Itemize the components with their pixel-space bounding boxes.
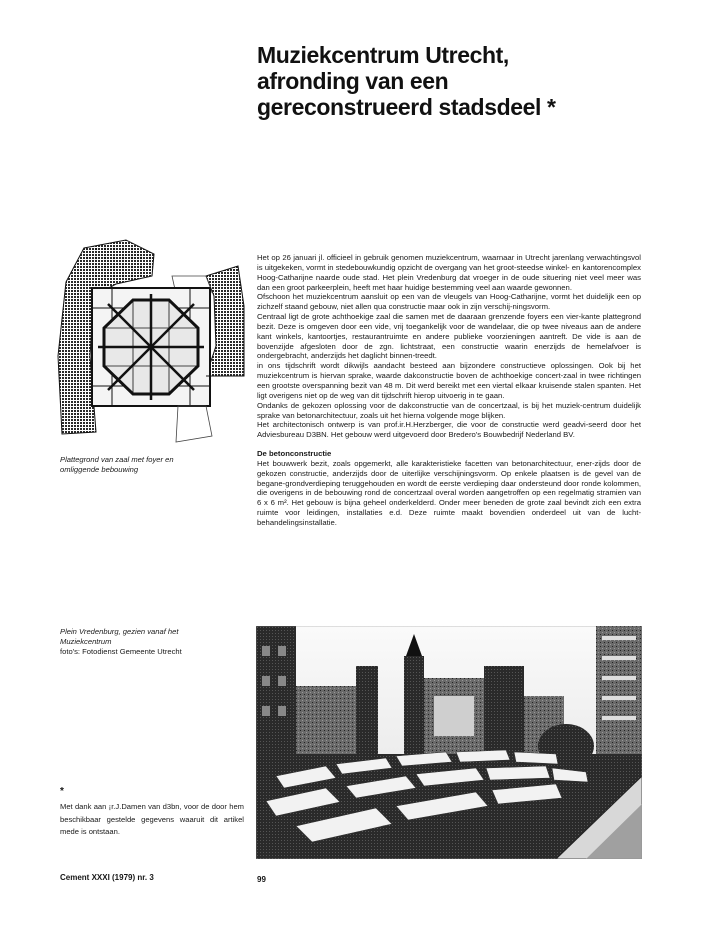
footnote-mark: *	[60, 786, 64, 797]
footnote-text: Met dank aan ¡r.J.Damen van d3bn, voor de door hem beschikbaar gestelde gegevens waaruit dit artikel mede is ontstaan.	[60, 802, 244, 836]
plan-caption-line-2: omliggende bebouwing	[60, 465, 139, 474]
body-paragraph: Het op 26 januari jl. officieel in gebruik genomen muziekcentrum, waarnaar in Utrecht jarenlang verwachtingsvol is uitgekeken, vormt in stedebouwkundig opzicht de overgang van het groot-steedse winkel- en kantorencomplex Hoog-Catharijne naarde oude stad. Het plein Vredenburg dat vroeger in de oude situering niet veel meer was dan een groot parkeerplein, heeft met haar huidige bestemming veel aan waarde gewonnen.	[257, 253, 641, 292]
body-paragraph: Ondanks de gekozen oplossing voor de dakconstructie van de concertzaal, is bij het muziek-centrum duidelijk sprake van betonarchitectuur, zoals uit het hierna volgende moge blijken.	[257, 400, 641, 420]
article-body	[257, 253, 641, 528]
body-paragraph: in ons tijdschrift wordt dikwijls aandacht besteed aan bijzondere constructieve oplossingen. Ook bij het muziekcentrum is hiervan sprake, waarde dakconstructie boven de achthoekige concert-zaal in twee richtingen een grootste overspanning bezit van 48 m. Dit werd bereikt met een viertal elkaar kruisende stalen spanten. Het ligt overigens niet op de weg van dit tijdschrift hierop uitvoerig in te gaan.	[257, 361, 641, 400]
photo-credit: foto's: Fotodienst Gemeente Utrecht	[60, 647, 182, 656]
section-subheading: De betonconstructie	[257, 449, 332, 459]
body-paragraph: Het architectonisch ontwerp is van prof.ir.H.Herzberger, die voor de constructie werd geadvi-seerd door het Adviesbureau D3BN. Het gebouw werd uitgevoerd door Bredero's Bouwbedrijf Nederland BV.	[257, 420, 641, 440]
title-line-2: afronding van een	[257, 68, 449, 94]
title-line-1: Muziekcentrum Utrecht,	[257, 42, 509, 68]
plan-caption	[60, 455, 245, 475]
photo-caption	[60, 627, 245, 657]
floor-plan-drawing	[56, 236, 246, 448]
body-paragraph: Het bouwwerk bezit, zoals opgemerkt, alle karakteristieke facetten van betonarchitectuur, ener-zijds door de gekozen constructie, anderzijds door de uiterlijke verschijningsvorm. Op enkele plaatsen is de gevel van de begane-grondverdieping teruggehouden en wordt de eerste verdieping daar ondersteund door ronde kolommen, die overigens in de bebouwing rond de concertzaal overal worden aangetroffen op een regelmatig stramien van 6 x 6 m². Het gebouw is bijna geheel onderkelderd. Onder meer beneden de grote zaal bevindt zich een extra ruimte voor leidingen, installaties e.d. Deze ruimte maakt bovendien onderdeel uit van de lucht-behandelingsinstallatie.	[257, 458, 641, 527]
plan-caption-line-1: Plattegrond van zaal met foyer en	[60, 455, 174, 464]
photo-caption-line-2: Muziekcentrum	[60, 637, 112, 646]
page-number: 99	[257, 875, 266, 884]
journal-footer: Cement XXXI (1979) nr. 3	[60, 873, 154, 882]
article-title	[257, 42, 687, 120]
body-paragraph: Centraal ligt de grote achthoekige zaal die samen met de daaraan grenzende foyers een vier-kante plattegrond bezit. Deze is omgeven door een vide, vrij toegankelijk voor de wandelaar, die op twee niveaus aan de andere kant winkels, kantoortjes, restaurantruimte en andere publieke voorzieningen aantreft. De vide is aan de bovenzijde afgesloten door de zgn. lichtstraat, een constructie waarin enerzijds de hemelafvoer is ondergebracht, anderzijds het daglicht binnen-treedt.	[257, 312, 641, 361]
title-line-3: gereconstrueerd stadsdeel *	[257, 94, 556, 120]
body-paragraph: Ofschoon het muziekcentrum aansluit op een van de vleugels van Hoog-Catharijne, vormt het duidelijk een op zichzelf staand gebouw, niet allen qua constructie maar ook in zijn verschij-ningsvorm.	[257, 292, 641, 312]
plan-building-mass-right	[206, 266, 244, 376]
photo-caption-line-1: Plein Vredenburg, gezien vanaf het	[60, 627, 179, 636]
market-square-photo	[256, 626, 642, 859]
